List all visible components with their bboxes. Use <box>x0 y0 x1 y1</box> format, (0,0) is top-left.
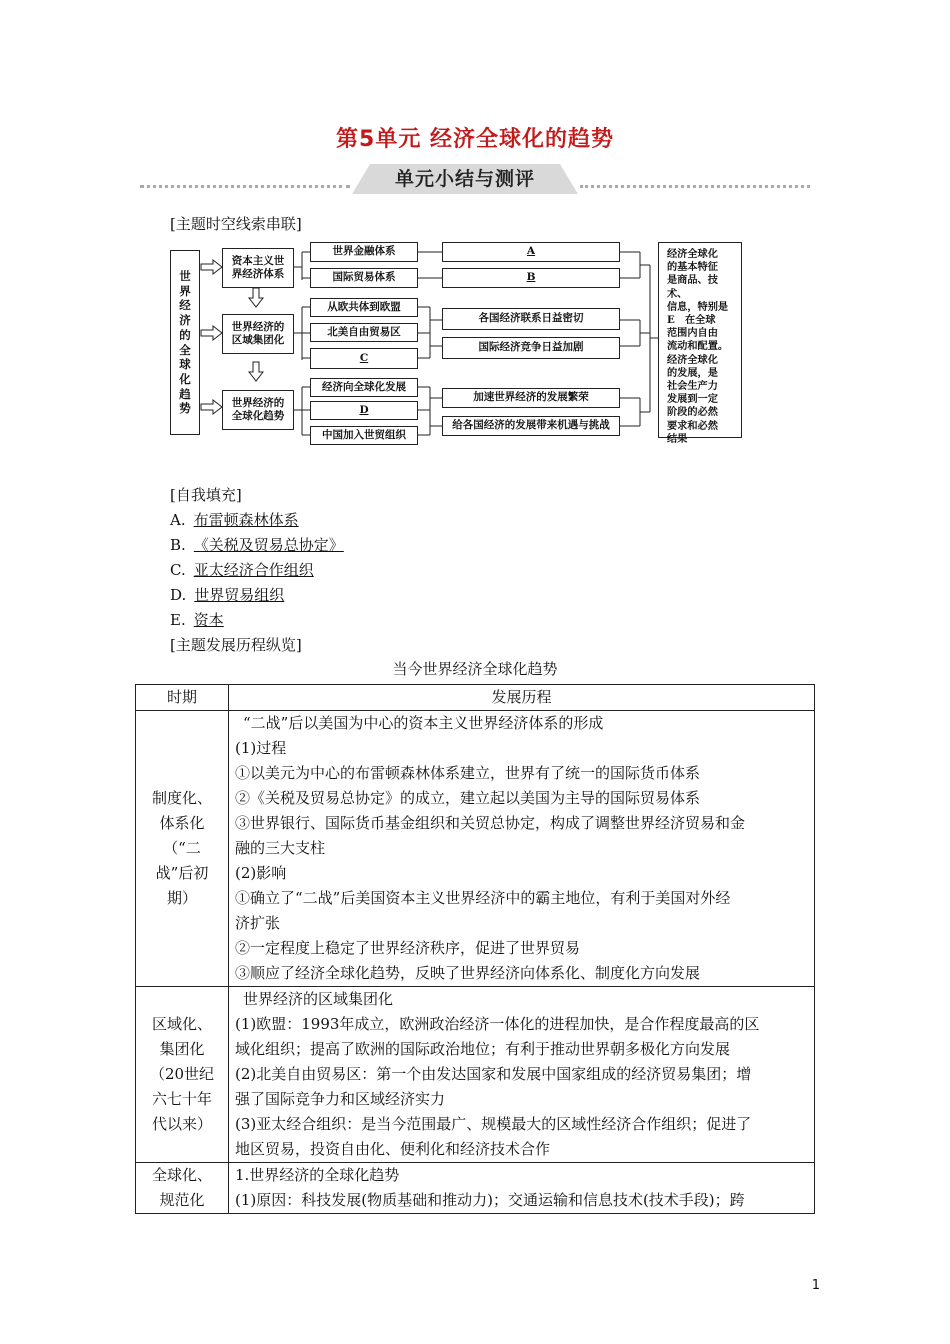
root-char: 经 <box>179 298 191 313</box>
root-char: 势 <box>179 401 191 416</box>
summary-line: 要求和必然 <box>667 419 718 432</box>
process-line: ③顺应了经济全球化趋势，反映了世界经济向体系化、制度化方向发展 <box>235 964 701 982</box>
summary-line: 的基本特征 <box>667 261 718 274</box>
process-line: 域化组织；提高了欧洲的国际政治地位；有利于推动世界朝多极化方向发展 <box>235 1040 731 1058</box>
process-line: 强了国际竞争力和区域经济实力 <box>235 1090 446 1108</box>
period-line: 集团化 <box>159 1040 205 1058</box>
process-line: (3)亚太经合组织：是当今范围最广、规模最大的区域性经济合作组织；促进了 <box>235 1115 752 1133</box>
fill-item-a: A. 布雷顿森林体系 <box>170 511 299 529</box>
stage-regional-group: 世界经济的区域集团化 <box>222 314 294 354</box>
summary-line: 结果 <box>667 432 688 445</box>
banner-dots-right <box>580 185 810 188</box>
summary-line: 阶段的必然 <box>667 406 718 419</box>
summary-line: 社会生产力 <box>667 380 718 393</box>
section-heading-timeline: [主题时空线索串联] <box>170 215 302 233</box>
summary-line: 范围内自由 <box>667 327 718 340</box>
banner-dots-left <box>140 185 350 188</box>
period-cell <box>136 711 229 987</box>
period-line: （20世纪 <box>149 1065 215 1083</box>
result-closer-ties: 各国经济联系日益密切 <box>442 308 620 330</box>
period-line: （“二 <box>163 839 201 857</box>
process-line: 世界经济的区域集团化 <box>243 990 394 1008</box>
process-line: 1.世界经济的全球化趋势 <box>235 1166 400 1184</box>
period-line: 体系化 <box>159 814 205 832</box>
period-line: 六七十年 <box>151 1090 212 1108</box>
period-line: 期） <box>166 889 197 907</box>
fill-item-d: D. 世界贸易组织 <box>170 586 285 604</box>
period-cell <box>136 1163 229 1214</box>
period-line: 战”后初 <box>155 864 209 882</box>
process-line: ①以美元为中心的布雷顿森林体系建立，世界有了统一的国际货币体系 <box>235 764 701 782</box>
period-line: 代以来） <box>151 1115 212 1133</box>
process-cell <box>229 1163 815 1214</box>
root-char: 济 <box>179 313 191 328</box>
result-blank-b: B <box>442 268 620 288</box>
process-line: (1)欧盟：1993年成立，欧洲政治经济一体化的进程加快，是合作程度最高的区 <box>235 1015 760 1033</box>
item-trade-system: 国际贸易体系 <box>310 268 418 288</box>
process-line: 融的三大支柱 <box>235 839 326 857</box>
summary-line: E 在全球 <box>667 314 716 327</box>
result-opportunity: 给各国经济的发展带来机遇与挑战 <box>442 416 620 436</box>
section-heading-fill: [自我填充] <box>170 486 242 504</box>
item-ec-to-eu: 从欧共体到欧盟 <box>310 298 418 317</box>
process-line: (2)北美自由贸易区：第一个由发达国家和发展中国家组成的经济贸易集团；增 <box>235 1065 752 1083</box>
page-title: 第5单元 经济全球化的趋势 <box>336 127 614 152</box>
item-blank-c: C <box>310 348 418 369</box>
process-line: 济扩张 <box>235 914 281 932</box>
header-period: 时期 <box>136 685 229 711</box>
process-line: “二战”后以美国为中心的资本主义世界经济体系的形成 <box>243 714 604 732</box>
table-header-row <box>136 685 815 711</box>
summary-box <box>658 242 742 445</box>
summary-line: 是商品、技术、 <box>667 274 718 300</box>
item-nafta: 北美自由贸易区 <box>310 323 418 342</box>
summary-line: 发展到一定 <box>667 393 718 406</box>
process-cell <box>229 711 815 987</box>
root-char: 趋 <box>179 386 191 401</box>
root-char: 的 <box>179 327 191 342</box>
process-cell <box>229 987 815 1163</box>
diagram-root-box <box>170 250 200 435</box>
period-line: 制度化、 <box>151 789 212 807</box>
root-char: 全 <box>179 342 191 357</box>
table-row <box>136 1163 815 1214</box>
section-heading-history: [主题发展历程纵览] <box>170 636 302 654</box>
table-row <box>136 987 815 1163</box>
fill-item-b: B. 《关税及贸易总协定》 <box>170 536 344 554</box>
item-globalize: 经济向全球化发展 <box>310 378 418 397</box>
result-blank-a: A <box>442 242 620 262</box>
result-prosperity: 加速世界经济的发展繁荣 <box>442 388 620 408</box>
item-financial-system: 世界金融体系 <box>310 242 418 262</box>
header-process: 发展历程 <box>229 685 815 711</box>
process-line: 地区贸易，投资自由化、便利化和经济技术合作 <box>235 1140 551 1158</box>
process-line: (1)原因：科技发展(物质基础和推动力)；交通运输和信息技术(技术手段)；跨 <box>235 1191 745 1209</box>
table-row <box>136 711 815 987</box>
process-line: ②一定程度上稳定了世界经济秩序，促进了世界贸易 <box>235 939 581 957</box>
summary-line: 的发展，是 <box>667 366 718 379</box>
process-line: ①确立了“二战”后美国资本主义世界经济中的霸主地位，有利于美国对外经 <box>235 889 731 907</box>
period-cell <box>136 987 229 1163</box>
period-line: 规范化 <box>159 1191 205 1209</box>
fill-item-e: E. 资本 <box>170 611 224 629</box>
summary-line: 经济全球化 <box>667 353 718 366</box>
root-char: 球 <box>179 357 191 372</box>
result-competition: 国际经济竞争日益加剧 <box>442 337 620 359</box>
process-line: ③世界银行、国际货币基金组织和关贸总协定，构成了调整世界经济贸易和金 <box>235 814 746 832</box>
fill-item-c: C. 亚太经济合作组织 <box>170 561 314 579</box>
process-line: (1)过程 <box>235 739 287 757</box>
root-char: 世 <box>179 268 191 283</box>
table-caption: 当今世界经济全球化趋势 <box>392 660 558 678</box>
root-char: 化 <box>179 371 191 386</box>
process-line: ②《关税及贸易总协定》的成立，建立起以美国为主导的国际贸易体系 <box>235 789 701 807</box>
stage-capitalist-system: 资本主义世界经济体系 <box>222 248 294 288</box>
summary-line: 流动和配置。 <box>667 340 729 353</box>
concept-diagram <box>170 240 745 445</box>
banner-title: 单元小结与测评 <box>394 168 535 190</box>
item-blank-d: D <box>310 401 418 420</box>
process-line: (2)影响 <box>235 864 287 882</box>
period-line: 全球化、 <box>151 1166 212 1184</box>
stage-globalization: 世界经济的全球化趋势 <box>222 390 294 430</box>
period-line: 区域化、 <box>151 1015 212 1033</box>
summary-line: 信息，特别是 <box>667 300 729 313</box>
history-table <box>135 684 815 1214</box>
root-char: 界 <box>179 283 191 298</box>
summary-line: 经济全球化 <box>667 248 718 260</box>
page-number: 1 <box>811 1278 820 1293</box>
item-china-wto: 中国加入世贸组织 <box>310 426 418 445</box>
